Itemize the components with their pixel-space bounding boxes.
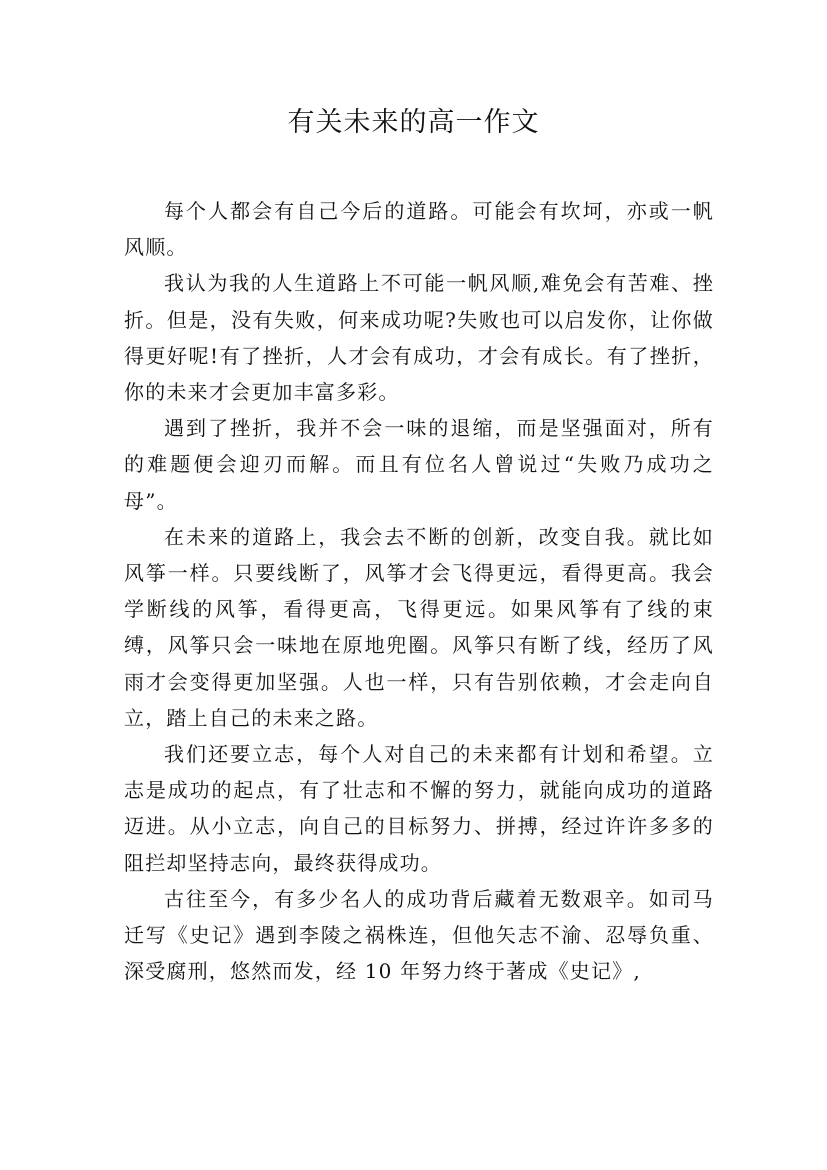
paragraph-2: 我认为我的人生道路上不可能一帆风顺,难免会有苦难、挫折。但是，没有失败，何来成功呢?失败也可以启发你，让你做得更好呢!有了挫折，人才会有成功，才会有成长。有了挫折，你的未来才会更加丰富多彩。 <box>124 271 714 405</box>
paragraph-5: 我们还要立志，每个人对自己的未来都有计划和希望。立志是成功的起点，有了壮志和不懈的努力，就能向成功的道路迈进。从小立志，向自己的目标努力、拼搏，经过许许多多的阻拦却坚持志向，最终获得成功。 <box>124 742 714 875</box>
document-body <box>124 193 714 989</box>
paragraph-1: 每个人都会有自己今后的道路。可能会有坎坷，亦或一帆风顺。 <box>124 199 714 260</box>
paragraph-6: 古往至今，有多少名人的成功背后藏着无数艰辛。如司马迁写《史记》遇到李陵之祸株连，但他矢志不渝、忍辱负重、深受腐刑，悠然而发，经 10 年努力终于著成《史记》, <box>124 886 714 984</box>
document-title: 有关未来的高一作文 <box>287 107 540 138</box>
paragraph-4: 在未来的道路上，我会去不断的创新，改变自我。就比如风筝一样。只要线断了，风筝才会飞得更远，看得更高。我会学断线的风筝，看得更高，飞得更远。如果风筝有了线的束缚，风筝只会一味地在原地兜圈。风筝只有断了线，经历了风雨才会变得更加坚强。人也一样，只有告别依赖，才会走向自立，踏上自己的未来之路。 <box>124 524 714 730</box>
paragraph-3: 遇到了挫折，我并不会一味的退缩，而是坚强面对，所有的难题便会迎刃而解。而且有位名人曾说过“失败乃成功之母”。 <box>124 416 714 513</box>
